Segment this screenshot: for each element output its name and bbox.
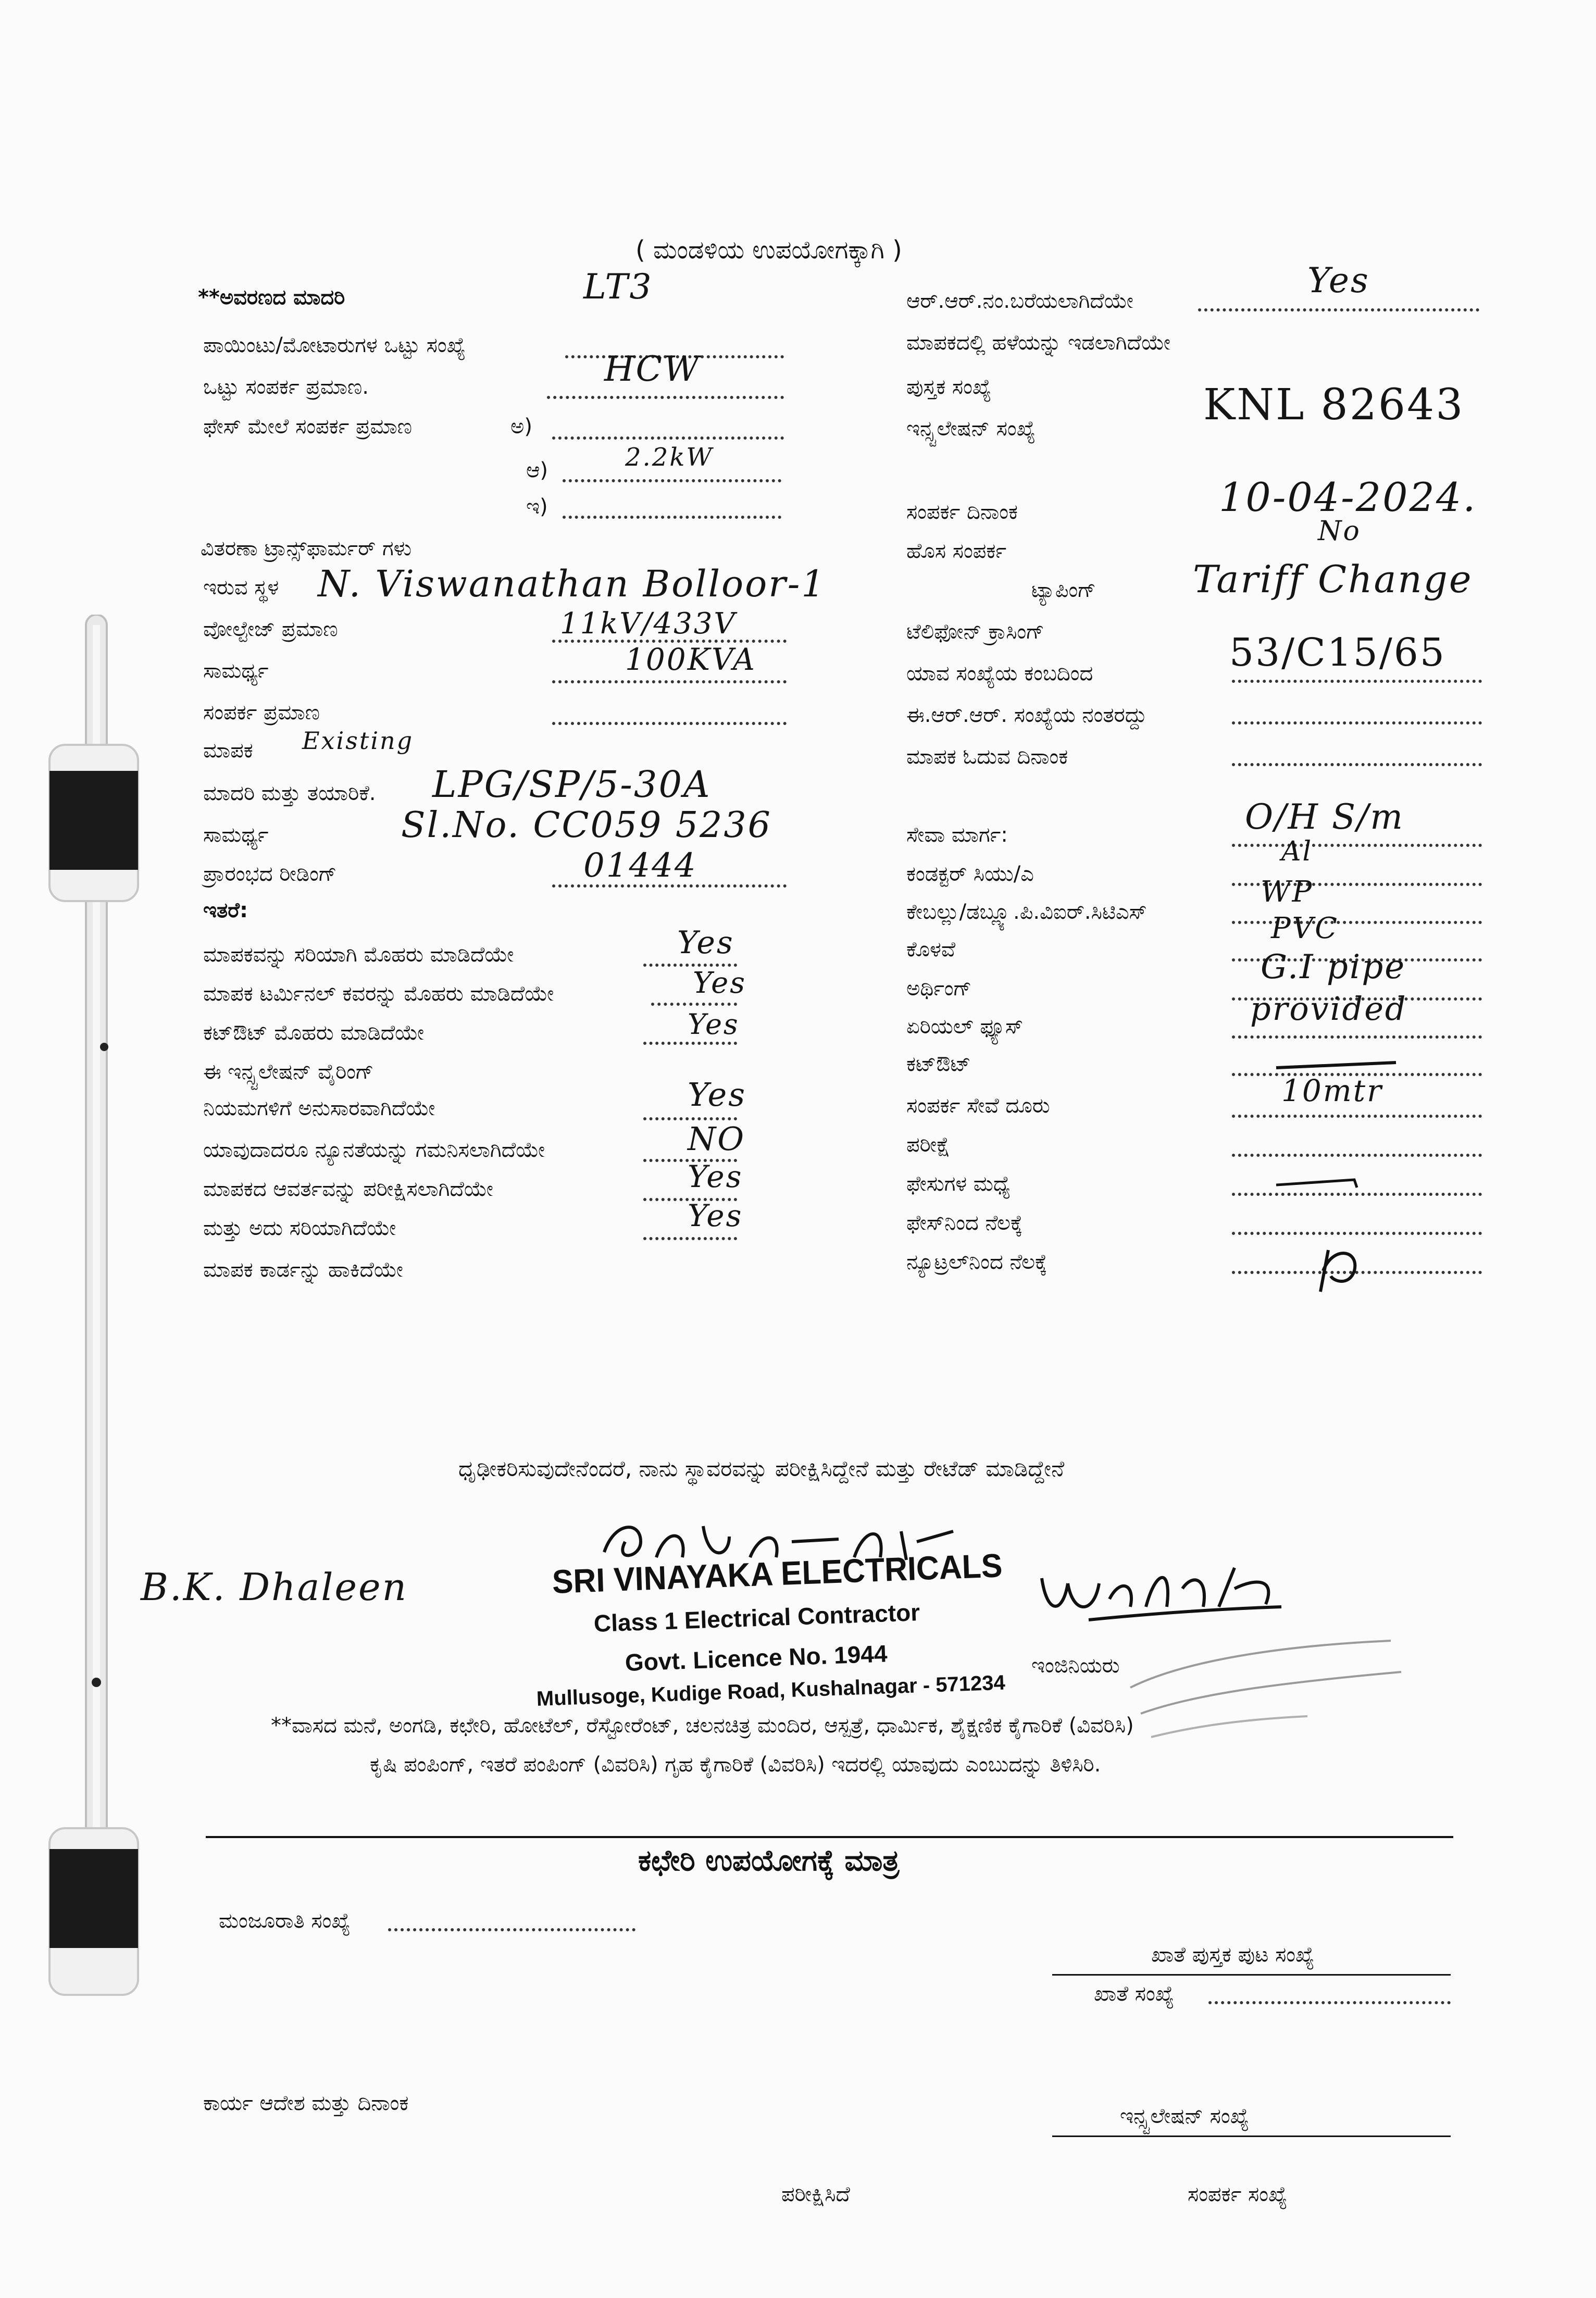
check-value: Yes bbox=[677, 925, 734, 961]
office-top-rule bbox=[206, 1836, 1453, 1838]
check-value: Yes bbox=[688, 1076, 747, 1114]
connection-date-value: 10-04-2024. bbox=[1219, 474, 1477, 520]
check-value: Yes bbox=[688, 1159, 743, 1194]
aerial-fuse-value: provided bbox=[1250, 990, 1407, 1028]
model-make-value: LPG/SP/5-30A bbox=[432, 763, 712, 806]
new-connection-value: No bbox=[1318, 516, 1361, 547]
check-label: ಮಾಪಕ ಕಾರ್ಡನ್ನು ಹಾಕಿದೆಯೇ bbox=[203, 1258, 403, 1282]
total-load-value: HCW bbox=[604, 349, 701, 389]
test-field[interactable] bbox=[1232, 1154, 1482, 1157]
check-field[interactable] bbox=[651, 1003, 737, 1006]
connection-no-label: ಸಂಪರ್ಕ ಸಂಖ್ಯೆ bbox=[1188, 2182, 1288, 2206]
engineer-signature bbox=[1037, 1557, 1287, 1635]
glass-tube-image bbox=[36, 615, 156, 2000]
pole-no-field[interactable] bbox=[1232, 680, 1482, 683]
pipe-label: ಕೊಳವೆ bbox=[906, 938, 956, 961]
initial-reading-label: ಪ್ರಾರಂಭದ ರೀಡಿಂಗ್ bbox=[203, 862, 337, 886]
meter-reading-date-label: ಮಾಪಕ ಓದುವ ದಿನಾಂಕ bbox=[906, 745, 1068, 769]
installation-no-label: ಇನ್ಸ್ಟಲೇಷನ್ ಸಂಖ್ಯೆ bbox=[906, 417, 1036, 441]
service-route-label: ಸೇವಾ ಮಾರ್ಗ: bbox=[906, 823, 1008, 847]
contractor-name: SRI VINAYAKA ELECTRICALS bbox=[551, 1546, 1003, 1601]
check-label: ಕಟ್‌ಔಟ್ ಮೊಹರು ಮಾಡಿದೆಯೇ bbox=[203, 1021, 425, 1045]
phase-a-field[interactable] bbox=[552, 436, 784, 440]
meter-reading-date-field[interactable] bbox=[1232, 763, 1482, 766]
capacity-label: ಸಾಮರ್ಥ್ಯ bbox=[203, 659, 269, 683]
phase-earth-field[interactable] bbox=[1232, 1232, 1482, 1235]
cable-field[interactable] bbox=[1232, 921, 1482, 924]
check-value: Yes bbox=[688, 1198, 743, 1233]
tapping-value: Tariff Change bbox=[1193, 557, 1473, 601]
check-label: ಮಾಪಕ ಟರ್ಮಿನಲ್ ಕವರನ್ನು ಮೊಹರು ಮಾಡಿದೆಯೇ bbox=[203, 982, 554, 1006]
check-value: Yes bbox=[693, 966, 746, 1000]
rr-written-field[interactable] bbox=[1198, 308, 1479, 311]
capacity-field[interactable] bbox=[552, 680, 787, 683]
between-phases-mark bbox=[1271, 1169, 1365, 1195]
rr-written-value: Yes bbox=[1307, 260, 1370, 301]
service-route-field[interactable] bbox=[1232, 844, 1482, 847]
footnote-line-2: ಕೃಷಿ ಪಂಪಿಂಗ್, ಇತರೆ ಪಂಪಿಂಗ್ (ವಿವರಿಸಿ) ಗೃಹ ಕೈಗಾರಿಕೆ (ವಿವರಿಸಿ) ಇದರಲ್ಲಿ ಯಾವುದು ಎಂಬುದನ್ನು ತಿಳಿಸಿರಿ. bbox=[370, 1753, 1101, 1777]
contractor-licence: Govt. Licence No. 1944 bbox=[625, 1640, 888, 1676]
left-signature: B.K. Dhaleen bbox=[141, 1565, 408, 1609]
neutral-earth-label: ನ್ಯೂಟ್ರಲ್‌ನಿಂದ ನೆಲಕ್ಕೆ bbox=[906, 1250, 1048, 1274]
conductor-value: Al bbox=[1281, 836, 1313, 867]
account-no-label: ಖಾತೆ ಸಂಖ್ಯೆ bbox=[1094, 1982, 1174, 2006]
transformer-heading: ವಿತರಣಾ ಟ್ರಾನ್ಸ್‌ಫಾರ್ಮರ್ ಗಳು bbox=[201, 536, 412, 560]
service-route-value: O/H S/m bbox=[1245, 797, 1404, 837]
capacity-value: 100KVA bbox=[625, 642, 756, 677]
book-no-label: ಪುಸ್ತಕ ಸಂಖ್ಯೆ bbox=[906, 375, 992, 399]
check-value: NO bbox=[688, 1120, 746, 1158]
engineer-faint-stamp bbox=[1120, 1625, 1412, 1745]
motor-total-label: ಪಾಯಿಂಟು/ಮೋಟಾರುಗಳ ಒಟ್ಟು ಸಂಖ್ಯೆ bbox=[203, 333, 466, 357]
account-no-field[interactable] bbox=[1208, 2001, 1451, 2004]
office-installation-no-label: ಇನ್ಸ್ಟಲೇಷನ್ ಸಂಖ್ಯೆ bbox=[1120, 2104, 1249, 2128]
total-load-field[interactable] bbox=[547, 396, 784, 399]
old-reading-label: ಮಾಪಕದಲ್ಲಿ ಹಳೆಯನ್ನು ಇಡಲಾಗಿದೆಯೇ bbox=[906, 331, 1171, 355]
engineer-label: ಇಂಜಿನಿಯರು bbox=[1031, 1654, 1120, 1678]
service-distance-label: ಸಂಪರ್ಕ ಸೇವೆ ದೂರು bbox=[906, 1094, 1050, 1118]
installation-type-value: LT3 bbox=[583, 267, 653, 307]
connected-load-field[interactable] bbox=[552, 722, 787, 725]
check-label: ಈ ಇನ್ಸ್ಟಲೇಷನ್ ವೈರಿಂಗ್ bbox=[203, 1060, 374, 1084]
sanction-no-label: ಮಂಜೂರಾತಿ ಸಂಖ್ಯೆ bbox=[219, 1909, 351, 1933]
service-distance-value: 10mtr bbox=[1281, 1073, 1383, 1108]
phase-c-label: ಇ) bbox=[526, 495, 548, 519]
between-phases-label: ಫೇಸುಗಳ ಮಧ್ಯೆ bbox=[906, 1172, 1011, 1196]
service-distance-field[interactable] bbox=[1232, 1115, 1482, 1118]
voltage-label: ವೋಲ್ಟೇಜ್ ಪ್ರಮಾಣ bbox=[203, 617, 338, 641]
voltage-value: 11kV/433V bbox=[560, 607, 737, 641]
contractor-address: Mullusoge, Kudige Road, Kushalnagar - 571234 bbox=[536, 1671, 1006, 1710]
ledger-page-label: ಖಾತೆ ಪುಸ್ತಕ ಪುಟ ಸಂಖ್ಯೆ bbox=[1151, 1943, 1315, 1967]
meter-capacity-label: ಸಾಮರ್ಥ್ಯ bbox=[203, 823, 269, 847]
verified-label: ಪರೀಕ್ಷಿಸಿದೆ bbox=[781, 2182, 850, 2206]
cutout-label: ಕಟ್‌ಔಟ್ bbox=[906, 1052, 971, 1076]
cable-label: ಕೇಬಲ್ಲು/ಡಬ್ಲ್ಯೂ.ಪಿ.ವಿಐರ್.ಸಿಟಿಎಸ್ bbox=[906, 900, 1147, 924]
phase-a-label: ಅ) bbox=[510, 415, 532, 439]
check-label: ಮಾಪಕದ ಆವರ್ತವನ್ನು ಪರೀಕ್ಷಿಸಲಾಗಿದೆಯೇ bbox=[203, 1177, 493, 1201]
certification-text: ಧೃಢೀಕರಿಸುವುದೇನೆಂದರೆ, ನಾನು ಸ್ಥಾವರವನ್ನು ಪರೀಕ್ಷಿಸಿದ್ದೇನೆ ಮತ್ತು ರೇಟೆಡ್ ಮಾಡಿದ್ದೇನೆ bbox=[458, 1456, 1065, 1481]
meter-label: ಮಾಪಕ bbox=[203, 739, 253, 763]
earthing-label: ಅರ್ಥಿಂಗ್ bbox=[906, 977, 972, 1001]
check-label: ನಿಯಮಗಳಿಗೆ ಅನುಸಾರವಾಗಿದೆಯೇ bbox=[203, 1096, 435, 1120]
test-heading: ಪರೀಕ್ಷೆ bbox=[906, 1133, 951, 1157]
phase-b-field[interactable] bbox=[563, 479, 781, 482]
sanction-no-field[interactable] bbox=[388, 1928, 635, 1931]
rr-written-label: ಆರ್.ಆರ್.ನಂ.ಬರೆಯಲಾಗಿದೆಯೇ bbox=[906, 289, 1133, 313]
meter-capacity-value: Sl.No. CC059 5236 bbox=[401, 805, 772, 846]
location-value: N. Viswanathan Bolloor-1 bbox=[318, 563, 826, 605]
connection-date-label: ಸಂಪರ್ಕ ದಿನಾಂಕ bbox=[906, 500, 1018, 524]
check-value: Yes bbox=[688, 1008, 740, 1041]
total-load-label: ಒಟ್ಟು ಸಂಪರ್ಕ ಪ್ರಮಾಣ. bbox=[203, 375, 369, 399]
phase-b-label: ಆ) bbox=[526, 458, 548, 482]
aerial-fuse-field[interactable] bbox=[1232, 1035, 1482, 1039]
conductor-label: ಕಂಡಕ್ಟರ್ ಸಿಯು/ಎ bbox=[906, 862, 1034, 886]
form-header: ( ಮಂಡಳಿಯ ಉಪಯೋಗಕ್ಕಾಗಿ ) bbox=[635, 235, 902, 265]
model-make-label: ಮಾದರಿ ಮತ್ತು ತಯಾರಿಕೆ. bbox=[203, 781, 376, 805]
check-label: ಮತ್ತು ಅದು ಸರಿಯಾಗಿದೆಯೇ bbox=[203, 1216, 396, 1240]
installation-no-value: KNL 82643 bbox=[1203, 380, 1465, 430]
initial-reading-value: 01444 bbox=[583, 846, 697, 885]
after-rr-field[interactable] bbox=[1232, 721, 1482, 725]
pipe-value: PVC bbox=[1271, 911, 1339, 945]
check-label: ಯಾವುದಾದರೂ ನ್ಯೂನತೆಯನ್ನು ಗಮನಿಸಲಾಗಿದೆಯೇ bbox=[203, 1138, 545, 1162]
new-connection-label: ಹೊಸ ಸಂಪರ್ಕ bbox=[906, 539, 1007, 563]
telephone-crossing-label: ಟೆಲಿಫೋನ್ ಕ್ರಾಸಿಂಗ್ bbox=[906, 620, 1044, 644]
after-rr-label: ಈ.ಆರ್.ಆರ್. ಸಂಖ್ಯೆಯ ನಂತರದ್ದು bbox=[906, 703, 1147, 727]
phase-load-label: ಫೇಸ್ ಮೇಲೆ ಸಂಪರ್ಕ ಪ್ರಮಾಣ bbox=[203, 415, 413, 439]
tapping-label: ಟ್ಯಾಪಿಂಗ್ bbox=[1031, 578, 1096, 602]
meter-value: Existing bbox=[302, 727, 414, 755]
phase-c-field[interactable] bbox=[563, 516, 781, 519]
pole-no-value: 53/C15/65 bbox=[1229, 630, 1446, 675]
phase-b-value: 2.2kW bbox=[625, 443, 714, 472]
office-installation-rule bbox=[1052, 2135, 1451, 2137]
neutral-earth-scribble bbox=[1313, 1240, 1375, 1297]
location-label: ಇರುವ ಸ್ಥಳ bbox=[203, 576, 279, 600]
earthing-value: G.I pipe bbox=[1261, 948, 1406, 986]
installation-type-label: **ಅವರಣದ ಮಾದರಿ bbox=[198, 285, 345, 309]
pole-no-label: ಯಾವ ಸಂಖ್ಯೆಯ ಕಂಬದಿಂದ bbox=[906, 661, 1093, 685]
phase-earth-label: ಫೇಸ್‌ನಿಂದ ನೆಲಕ್ಕೆ bbox=[906, 1211, 1023, 1235]
check-field[interactable] bbox=[643, 1237, 737, 1240]
cable-value: WP bbox=[1261, 875, 1314, 909]
ledger-page-rule bbox=[1052, 1974, 1451, 1976]
check-label: ಮಾಪಕವನ್ನು ಸರಿಯಾಗಿ ಮೊಹರು ಮಾಡಿದೆಯೇ bbox=[203, 943, 514, 967]
connected-load-label: ಸಂಪರ್ಕ ಪ್ರಮಾಣ bbox=[203, 701, 320, 725]
others-heading: ಇತರೆ: bbox=[203, 898, 248, 922]
work-order-label: ಕಾರ್ಯ ಆದೇಶ ಮತ್ತು ದಿನಾಂಕ bbox=[203, 2091, 409, 2115]
footnote-line-1: **ವಾಸದ ಮನೆ, ಅಂಗಡಿ, ಕಛೇರಿ, ಹೋಟೆಲ್, ರೆಸ್ಟೋರೆಂಟ್, ಚಲನಚಿತ್ರ ಮಂದಿರ, ಆಸ್ಪತ್ರೆ, ಧಾರ್ಮಿಕ, ಶೈಕ್ಷಣಿಕ ಕೈಗಾರಿಕೆ (ವಿವರಿಸಿ) bbox=[271, 1714, 1134, 1738]
check-field[interactable] bbox=[643, 1042, 737, 1045]
office-heading: ಕಛೇರಿ ಉಪಯೋಗಕ್ಕೆ ಮಾತ್ರ bbox=[638, 1844, 900, 1878]
contractor-class: Class 1 Electrical Contractor bbox=[593, 1598, 920, 1637]
aerial-fuse-label: ಏರಿಯಲ್ ಫ್ಯೂಸ್ bbox=[906, 1015, 1024, 1039]
